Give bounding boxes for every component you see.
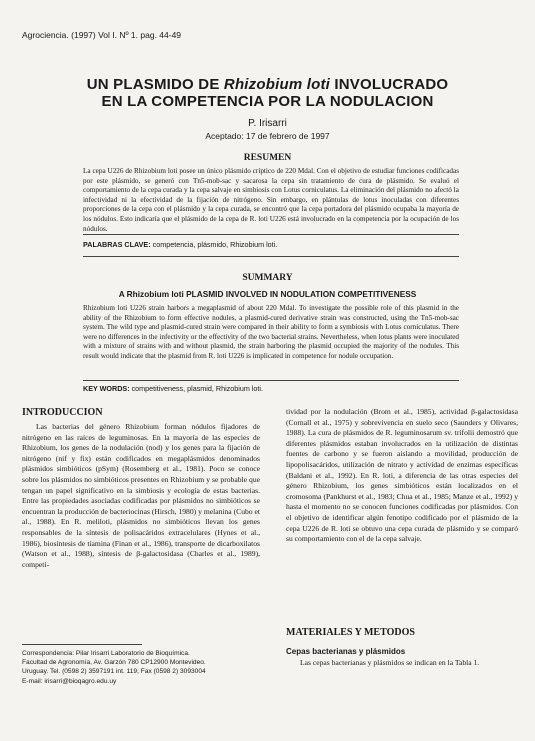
cepas-heading: Cepas bacterianas y plásmidos	[286, 647, 406, 656]
key-words-text: competitiveness, plasmid, Rhizobium loti.	[129, 384, 264, 393]
title-line-2: EN LA COMPETENCIA POR LA NODULACION	[101, 93, 434, 110]
footnote	[22, 649, 262, 686]
palabras-clave	[83, 240, 277, 249]
introduccion-heading: INTRODUCCION	[22, 407, 103, 418]
cepas-text: Las cepas bacterianas y plásmidos se indican en la Tabla 1.	[300, 658, 480, 667]
resumen-text: La cepa U226 de Rhizobium loti posee un único plásmido críptico de 220 Mdal. Con el objetivo de estudiar funciones codificadas por este plásmido, se generó con Tn5-mob-sac y sacarosa la cepa sin tratamiento de cura de plásmido. Se evaluó el comportamiento de la cepa curada y la cepa salvaje en simbiosis con Lotus corniculatus. La eliminación del plásmido no afectó la infectividad ni la efectividad de la fijación de nitrógeno. Sin embargo, en plántulas de lotus inoculadas con diferentes proporciones de la cepa con el plásmido y la cepa curada, se encontró que la cepa portadora del plásmido ocupaba la mayoría de los nódulos. Esto indicaría que el plásmido de la cepa de R. loti U226 está involucrado en la competencia por la ocupación de los nódulos.	[83, 167, 459, 233]
summary-text: Rhizobium loti U226 strain harbors a megaplasmid of about 220 Mdal. To investigate the possible role of this plasmid in the ability of the Rhizobium to form effective nodules, a plasmid-cured derivative strain was constructed, using the Tn5-mob-sac system. The wild type and plasmid-cured strain were compared in their ability to form a symbiosis with Lotus corniculatus. There were no differences in the infectivity or the effectivity of the two bacterial strains. Nevertheless, when lotus plants were inoculated with a mixture of strains with and without plasmid, the strain harboring the plasmid occupied the majority of the nodules. This result would indicate that the plasmid from R. loti U226 is implicated in competence for nodule occupation.	[83, 304, 459, 360]
footnote-line-2: Facultad de Agronomía, Av. Garzón 780 CP12900 Montevideo.	[22, 659, 206, 667]
title-pre: UN PLASMIDO DE	[86, 76, 224, 93]
divider-3	[83, 380, 459, 381]
title-post: INVOLUCRADO	[330, 76, 449, 93]
title-line-1	[0, 76, 535, 93]
resumen-heading: RESUMEN	[243, 153, 292, 163]
author: P. Irisarri	[248, 118, 287, 129]
footnote-line-3: Uruguay. Tel. (0598 2) 3597191 int. 119, Fax (0598 2) 3093004	[22, 668, 206, 676]
introduccion-text: Las bacterias del género Rhizobium forman nódulos fijadores de nitrógeno en las raíces de leguminosas. En la mayoría de las especies de Rhizobium, los genes de la nodulación (nod) y los genes para la fijación de nitrógeno (nif y fix) están codificados en megaplásmidos denominados plásmidos simbióticos (pSym) (Rosemberg et al., 1981). Poco se conoce sobre los plásmidos no simbióticos presentes en Rhizobium y se probable que tengan un papel significativo en la simbiosis y ecología de estas bacterias. Entre las propiedades asociadas codificadas por plásmidos no simbióticos se encuentran la producción de bacteriocinas (Hirsch, 1980) y melanina (Cubo et al., 1988). En R. meliloti, plásmidos no simbióticos llevan los genes responsables de la síntesis de polisacáridos extracelulares (Hynes et al., 1986), biosíntesis de tiamina (Finan et al., 1986), transporte de dicarboxilatos (Watson et al., 1988), síntesis de β-galactosidasa (Charles et al., 1989), competi-	[22, 422, 260, 569]
key-words-label: KEY WORDS:	[83, 384, 130, 393]
divider-2	[83, 256, 459, 257]
palabras-clave-label: PALABRAS CLAVE:	[83, 240, 151, 249]
right-column-text: tividad por la nodulación (Brom et al., 1985), actividad β-galactosidasa (Cornall et al., 1975) y sobrevivencia en suelo seco (Saunders y Olivares, 1988). La cura de plásmidos de R. leguminosarum sv. trifolii demostró que diferentes plásmidos estaban involucrados en la utilización de distintas fuentes de carbono y se fueron aislando a movilidad, producción de lipopolisacáridos, utilización de nitrato y actividad de enzimas específicas (Baldani et al., 1992). En R. loti, a diferencia de las otras especies del género Rhizobium, los genes simbióticos están localizados en el cromosoma (Pankhurst et al., 1983; Chua et al., 1985; Manze et al., 1992) y hasta el momento no se conocen funciones codificadas por plásmidos. Con el objetivo de identificar algún fenotipo codificado por el plásmido de la cepa U226 de R. loti se obtuvo una cepa curada de plásmido y se comparó su comportamiento con el de la cepa salvaje.	[286, 407, 518, 544]
divider-1	[83, 234, 459, 235]
key-words	[83, 384, 263, 393]
accepted-date: Aceptado: 17 de febrero de 1997	[205, 131, 330, 141]
footnote-rule	[22, 644, 142, 645]
materiales-heading: MATERIALES Y METODOS	[286, 627, 415, 638]
footnote-line-4: E-mail: irisarri@bioqagro.edu.uy	[22, 677, 117, 685]
title-species: Rhizobium loti	[223, 76, 331, 93]
footnote-line-1: Correspondencia: Pilar Irisarri Laboratorio de Bioquímica.	[22, 650, 190, 657]
summary-heading: SUMMARY	[242, 273, 293, 283]
palabras-clave-text: competencia, plásmido, Rhizobium loti.	[150, 240, 278, 249]
summary-subheading: A Rhizobium loti PLASMID INVOLVED IN NODULATION COMPETITIVENESS	[118, 289, 417, 299]
journal-reference: Agrociencia. (1997) Vol I. Nº 1. pag. 44-49	[22, 30, 182, 40]
